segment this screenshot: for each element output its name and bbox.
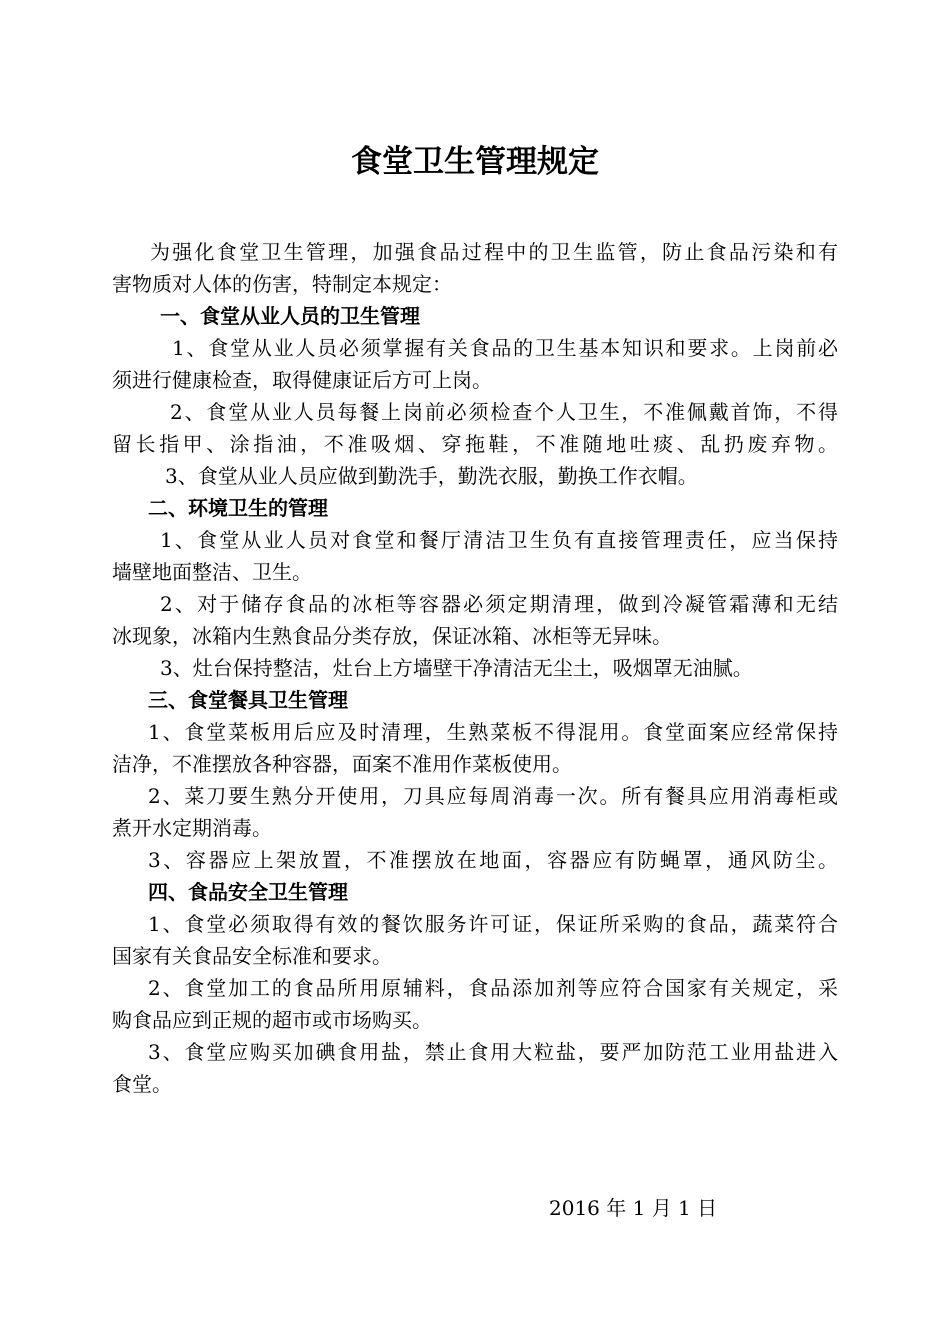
paragraph-line: 洁净，不准摆放各种容器，面案不准用作菜板使用。 (112, 752, 572, 776)
paragraph-line: 食堂。 (112, 1072, 172, 1096)
paragraph-line: 冰现象，冰箱内生熟食品分类存放，保证冰箱、冰柜等无异味。 (112, 624, 672, 648)
paragraph-line: 购食品应到正规的超市或市场购买。 (112, 1008, 432, 1032)
paragraph-line: 3、食堂从业人员应做到勤洗手，勤洗衣服，勤换工作衣帽。 (165, 464, 698, 488)
paragraph-line: 1、食堂必须取得有效的餐饮服务许可证，保证所采购的食品，蔬菜符合 (148, 912, 838, 936)
paragraph-line: 2、食堂从业人员每餐上岗前必须检查个人卫生，不准佩戴首饰，不得 (170, 400, 838, 424)
paragraph-line: 煮开水定期消毒。 (112, 816, 272, 840)
section-heading: 三、食堂餐具卫生管理 (148, 688, 348, 712)
paragraph-line: 墙壁地面整洁、卫生。 (112, 560, 312, 584)
intro-line: 为强化食堂卫生管理，加强食品过程中的卫生监管，防止食品污染和有 (150, 240, 838, 264)
section-heading: 二、环境卫生的管理 (148, 496, 328, 520)
paragraph-line: 2、菜刀要生熟分开使用，刀具应每周消毒一次。所有餐具应用消毒柜或 (148, 784, 838, 808)
paragraph-line: 1、食堂从业人员必须掌握有关食品的卫生基本知识和要求。上岗前必 (172, 336, 838, 360)
section-heading: 一、食堂从业人员的卫生管理 (160, 304, 420, 328)
paragraph-line: 国家有关食品安全标准和要求。 (112, 944, 392, 968)
paragraph-line: 2、对于储存食品的冰柜等容器必须定期清理，做到冷凝管霜薄和无结 (160, 592, 838, 616)
document-title: 食堂卫生管理规定 (351, 144, 599, 180)
paragraph-line: 3、灶台保持整洁，灶台上方墙壁干净清洁无尘土，吸烟罩无油腻。 (160, 656, 753, 680)
paragraph-line: 3、食堂应购买加碘食用盐，禁止食用大粒盐，要严加防范工业用盐进入 (148, 1040, 838, 1064)
paragraph-line: 须进行健康检查，取得健康证后方可上岗。 (112, 368, 492, 392)
paragraph-line: 1、食堂从业人员对食堂和餐厅清洁卫生负有直接管理责任，应当保持 (160, 528, 838, 552)
intro-line: 害物质对人体的伤害，特制定本规定： (112, 272, 452, 296)
section-heading: 四、食品安全卫生管理 (148, 880, 348, 904)
document-date: 2016 年 1 月 1 日 (549, 1196, 718, 1220)
paragraph-line: 1、食堂菜板用后应及时清理，生熟菜板不得混用。食堂面案应经常保持 (148, 720, 838, 744)
paragraph-line: 2、食堂加工的食品所用原辅料，食品添加剂等应符合国家有关规定，采 (148, 976, 838, 1000)
paragraph-line: 留长指甲、涂指油，不准吸烟、穿拖鞋，不准随地吐痰、乱扔废弃物。 (112, 432, 838, 456)
paragraph-line: 3、容器应上架放置，不准摆放在地面，容器应有防蝇罩，通风防尘。 (148, 848, 838, 872)
